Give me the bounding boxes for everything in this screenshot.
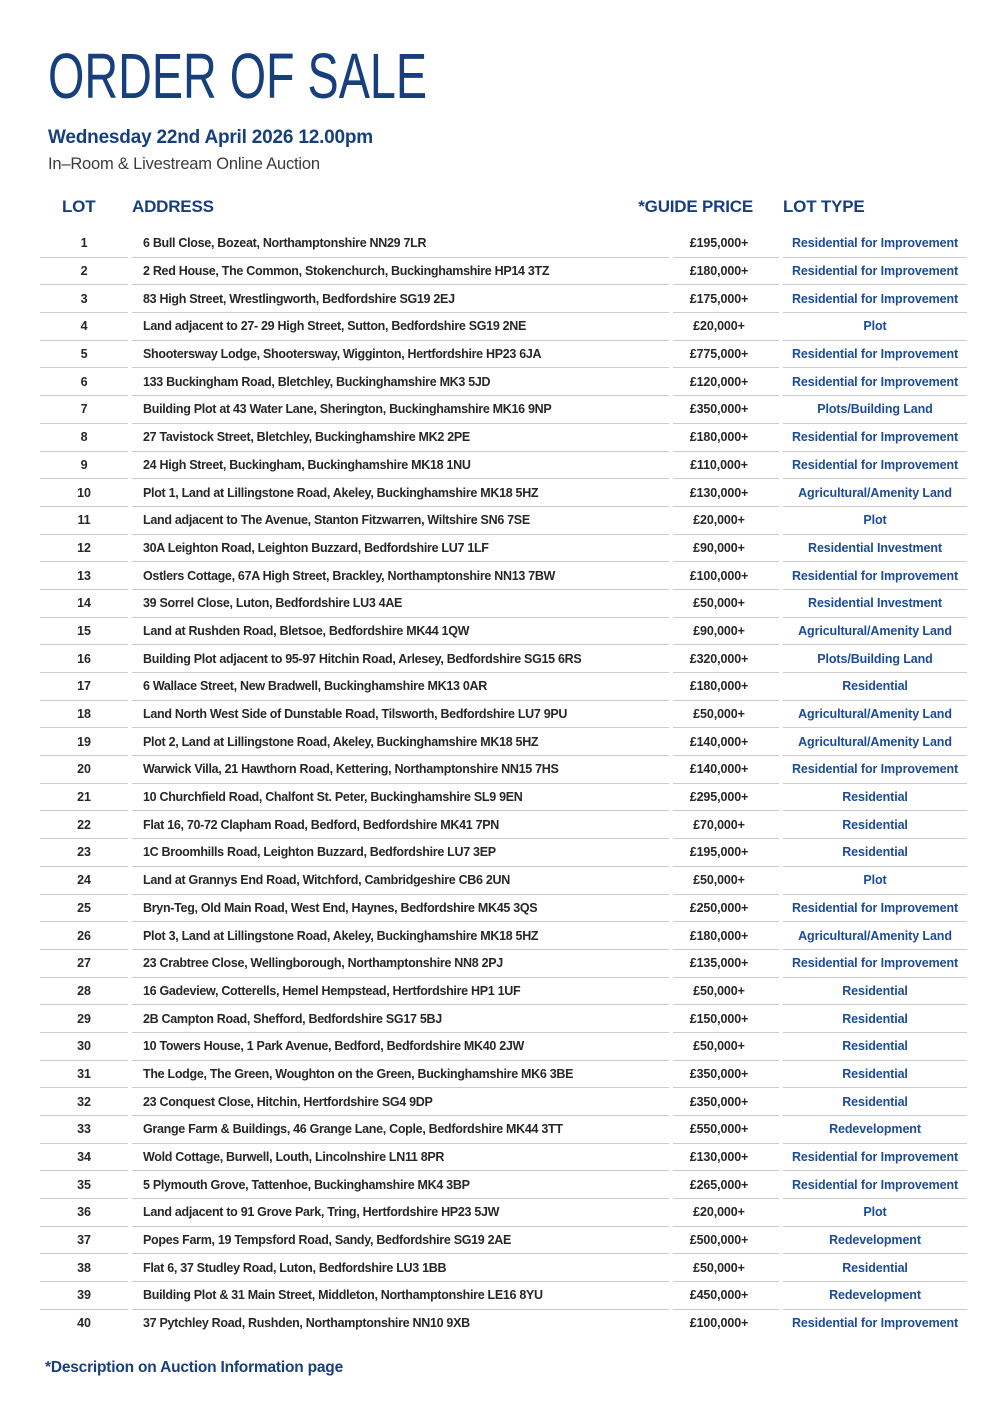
table-row: [40, 1226, 967, 1254]
guide-price: £180,000+: [673, 921, 779, 949]
table-row: [40, 229, 967, 257]
lot-address: Land at Grannys End Road, Witchford, Cambridgeshire CB6 2UN: [132, 866, 669, 894]
guide-price: £20,000+: [673, 1198, 779, 1226]
guide-price: £350,000+: [673, 395, 779, 423]
lot-address: Land North West Side of Dunstable Road, Tilsworth, Bedfordshire LU7 9PU: [132, 700, 669, 728]
table-row: [40, 534, 967, 562]
table-row: [40, 838, 967, 866]
table-row: [40, 312, 967, 340]
lot-type: Agricultural/Amenity Land: [783, 727, 967, 755]
lot-address: Grange Farm & Buildings, 46 Grange Lane, Cople, Bedfordshire MK44 3TT: [132, 1115, 669, 1143]
table-row: [40, 284, 967, 312]
lot-address: 39 Sorrel Close, Luton, Bedfordshire LU3 4AE: [132, 589, 669, 617]
lot-number: 32: [40, 1087, 128, 1115]
lot-type: Residential: [783, 977, 967, 1005]
lot-address: 2 Red House, The Common, Stokenchurch, Buckinghamshire HP14 3TZ: [132, 257, 669, 285]
lot-address: Shootersway Lodge, Shootersway, Wigginton, Hertfordshire HP23 6JA: [132, 340, 669, 368]
lot-number: 29: [40, 1004, 128, 1032]
lot-number: 19: [40, 727, 128, 755]
table-row: [40, 921, 967, 949]
lot-number: 12: [40, 534, 128, 562]
lot-address: 10 Towers House, 1 Park Avenue, Bedford, Bedfordshire MK40 2JW: [132, 1032, 669, 1060]
lot-type: Plot: [783, 312, 967, 340]
lot-type: Plot: [783, 866, 967, 894]
lot-type: Plot: [783, 506, 967, 534]
table-row: [40, 1143, 967, 1171]
guide-price: £265,000+: [673, 1170, 779, 1198]
table-row: [40, 1198, 967, 1226]
lot-number: 10: [40, 478, 128, 506]
auction-format: In–Room & Livestream Online Auction: [48, 155, 320, 173]
lot-type: Residential for Improvement: [783, 894, 967, 922]
lot-number: 34: [40, 1143, 128, 1171]
guide-price: £140,000+: [673, 755, 779, 783]
lot-type: Residential: [783, 810, 967, 838]
guide-price: £50,000+: [673, 1032, 779, 1060]
table-row: [40, 700, 967, 728]
table-row: [40, 1281, 967, 1309]
lot-address: Flat 16, 70-72 Clapham Road, Bedford, Bedfordshire MK41 7PN: [132, 810, 669, 838]
table-header-row: [40, 197, 967, 217]
guide-price: £250,000+: [673, 894, 779, 922]
lot-type: Residential: [783, 1087, 967, 1115]
table-row: [40, 1004, 967, 1032]
guide-price: £110,000+: [673, 451, 779, 479]
lot-number: 7: [40, 395, 128, 423]
lot-number: 18: [40, 700, 128, 728]
lot-type: Residential: [783, 838, 967, 866]
table-row: [40, 423, 967, 451]
lot-number: 22: [40, 810, 128, 838]
guide-price: £350,000+: [673, 1087, 779, 1115]
lot-type: Redevelopment: [783, 1281, 967, 1309]
lot-address: 5 Plymouth Grove, Tattenhoe, Buckinghamshire MK4 3BP: [132, 1170, 669, 1198]
lot-address: Land adjacent to 91 Grove Park, Tring, Hertfordshire HP23 5JW: [132, 1198, 669, 1226]
table-row: [40, 340, 967, 368]
lot-number: 26: [40, 921, 128, 949]
lot-type: Residential for Improvement: [783, 423, 967, 451]
lot-type: Residential: [783, 672, 967, 700]
lot-address: Ostlers Cottage, 67A High Street, Brackley, Northamptonshire NN13 7BW: [132, 561, 669, 589]
lot-number: 5: [40, 340, 128, 368]
guide-price: £90,000+: [673, 534, 779, 562]
lot-number: 15: [40, 617, 128, 645]
lot-type: Residential: [783, 1253, 967, 1281]
guide-price: £120,000+: [673, 367, 779, 395]
column-header-guide-price: *GUIDE PRICE: [638, 197, 753, 216]
lot-type: Plots/Building Land: [783, 644, 967, 672]
guide-price: £350,000+: [673, 1060, 779, 1088]
lot-type: Agricultural/Amenity Land: [783, 921, 967, 949]
lot-address: Warwick Villa, 21 Hawthorn Road, Kettering, Northamptonshire NN15 7HS: [132, 755, 669, 783]
table-row: [40, 451, 967, 479]
lot-number: 9: [40, 451, 128, 479]
lot-number: 16: [40, 644, 128, 672]
column-header-lot-type: LOT TYPE: [783, 197, 865, 216]
lot-address: Wold Cottage, Burwell, Louth, Lincolnshire LN11 8PR: [132, 1143, 669, 1171]
lot-type: Residential for Improvement: [783, 1143, 967, 1171]
lot-number: 25: [40, 894, 128, 922]
guide-price: £500,000+: [673, 1226, 779, 1254]
lot-address: Land adjacent to The Avenue, Stanton Fitzwarren, Wiltshire SN6 7SE: [132, 506, 669, 534]
lot-type: Residential for Improvement: [783, 755, 967, 783]
lot-number: 33: [40, 1115, 128, 1143]
table-row: [40, 866, 967, 894]
lot-number: 20: [40, 755, 128, 783]
table-rows: [40, 229, 967, 1337]
lot-type: Residential for Improvement: [783, 284, 967, 312]
guide-price: £140,000+: [673, 727, 779, 755]
lot-number: 11: [40, 506, 128, 534]
table-row: [40, 1060, 967, 1088]
guide-price: £175,000+: [673, 284, 779, 312]
lot-number: 23: [40, 838, 128, 866]
lot-address: 83 High Street, Wrestlingworth, Bedfordshire SG19 2EJ: [132, 284, 669, 312]
table-row: [40, 395, 967, 423]
lot-address: 30A Leighton Road, Leighton Buzzard, Bedfordshire LU7 1LF: [132, 534, 669, 562]
lot-number: 39: [40, 1281, 128, 1309]
lot-type: Residential for Improvement: [783, 451, 967, 479]
lot-address: 24 High Street, Buckingham, Buckinghamshire MK18 1NU: [132, 451, 669, 479]
lot-type: Residential for Improvement: [783, 257, 967, 285]
guide-price: £195,000+: [673, 838, 779, 866]
column-header-lot: LOT: [62, 197, 96, 216]
guide-price: £320,000+: [673, 644, 779, 672]
table-row: [40, 506, 967, 534]
guide-price: £50,000+: [673, 977, 779, 1005]
lot-number: 40: [40, 1309, 128, 1337]
lot-address: The Lodge, The Green, Woughton on the Green, Buckinghamshire MK6 3BE: [132, 1060, 669, 1088]
lot-number: 35: [40, 1170, 128, 1198]
footnote: *Description on Auction Information page: [45, 1358, 343, 1376]
lot-address: 16 Gadeview, Cotterells, Hemel Hempstead, Hertfordshire HP1 1UF: [132, 977, 669, 1005]
table-row: [40, 810, 967, 838]
lot-address: 23 Crabtree Close, Wellingborough, Northamptonshire NN8 2PJ: [132, 949, 669, 977]
lot-address: 10 Churchfield Road, Chalfont St. Peter, Buckinghamshire SL9 9EN: [132, 783, 669, 811]
guide-price: £50,000+: [673, 589, 779, 617]
guide-price: £180,000+: [673, 257, 779, 285]
guide-price: £50,000+: [673, 700, 779, 728]
table-row: [40, 1032, 967, 1060]
lot-number: 37: [40, 1226, 128, 1254]
lot-type: Residential Investment: [783, 589, 967, 617]
table-row: [40, 644, 967, 672]
lot-type: Plots/Building Land: [783, 395, 967, 423]
lot-type: Redevelopment: [783, 1115, 967, 1143]
lot-number: 14: [40, 589, 128, 617]
lot-number: 27: [40, 949, 128, 977]
lot-number: 3: [40, 284, 128, 312]
lot-type: Agricultural/Amenity Land: [783, 700, 967, 728]
guide-price: £180,000+: [673, 423, 779, 451]
lot-address: 23 Conquest Close, Hitchin, Hertfordshire SG4 9DP: [132, 1087, 669, 1115]
table-row: [40, 672, 967, 700]
lot-address: Building Plot adjacent to 95-97 Hitchin Road, Arlesey, Bedfordshire SG15 6RS: [132, 644, 669, 672]
lot-number: 36: [40, 1198, 128, 1226]
lot-address: Building Plot & 31 Main Street, Middleton, Northamptonshire LE16 8YU: [132, 1281, 669, 1309]
guide-price: £180,000+: [673, 672, 779, 700]
table-row: [40, 617, 967, 645]
guide-price: £295,000+: [673, 783, 779, 811]
guide-price: £195,000+: [689, 235, 749, 250]
guide-price: £20,000+: [673, 312, 779, 340]
lot-address: 2B Campton Road, Shefford, Bedfordshire SG17 5BJ: [132, 1004, 669, 1032]
lot-type: Agricultural/Amenity Land: [783, 617, 967, 645]
lot-number: 31: [40, 1060, 128, 1088]
guide-price: £550,000+: [673, 1115, 779, 1143]
guide-price: £130,000+: [673, 1143, 779, 1171]
lot-type: Residential for Improvement: [783, 1309, 967, 1337]
table-row: [40, 589, 967, 617]
lot-address: 37 Pytchley Road, Rushden, Northamptonshire NN10 9XB: [132, 1309, 669, 1337]
guide-price: £450,000+: [673, 1281, 779, 1309]
table-row: [40, 367, 967, 395]
lot-type: Residential: [783, 783, 967, 811]
auction-date: Wednesday 22nd April 2026 12.00pm: [48, 127, 373, 148]
table-row: [40, 478, 967, 506]
lot-number: 4: [40, 312, 128, 340]
lot-type: Residential for Improvement: [791, 235, 959, 250]
lot-address: Building Plot at 43 Water Lane, Sherington, Buckinghamshire MK16 9NP: [132, 395, 669, 423]
guide-price: £100,000+: [673, 1309, 779, 1337]
table-row: [40, 949, 967, 977]
lot-type: Residential for Improvement: [783, 561, 967, 589]
lot-type: Residential for Improvement: [783, 367, 967, 395]
lot-address: Plot 2, Land at Lillingstone Road, Akeley, Buckinghamshire MK18 5HZ: [132, 727, 669, 755]
table-row: [40, 894, 967, 922]
lot-number: 30: [40, 1032, 128, 1060]
lot-number: 6: [40, 367, 128, 395]
guide-price: £50,000+: [673, 866, 779, 894]
table-row: [40, 257, 967, 285]
lot-address: Plot 3, Land at Lillingstone Road, Akeley, Buckinghamshire MK18 5HZ: [132, 921, 669, 949]
lot-number: 2: [40, 257, 128, 285]
page-title: ORDER OF SALE: [48, 40, 428, 112]
guide-price: £130,000+: [673, 478, 779, 506]
lot-number: 28: [40, 977, 128, 1005]
guide-price: £775,000+: [673, 340, 779, 368]
guide-price: £90,000+: [673, 617, 779, 645]
lot-number: 17: [40, 672, 128, 700]
guide-price: £135,000+: [673, 949, 779, 977]
guide-price: £70,000+: [673, 810, 779, 838]
lot-number: 1: [80, 235, 88, 250]
table-row: [40, 1115, 967, 1143]
lot-address: Flat 6, 37 Studley Road, Luton, Bedfordshire LU3 1BB: [132, 1253, 669, 1281]
table-row: [40, 1309, 967, 1337]
table-row: [40, 783, 967, 811]
lot-number: 24: [40, 866, 128, 894]
table-row: [40, 1170, 967, 1198]
lot-address: 6 Wallace Street, New Bradwell, Buckinghamshire MK13 0AR: [132, 672, 669, 700]
lot-address: Popes Farm, 19 Tempsford Road, Sandy, Bedfordshire SG19 2AE: [132, 1226, 669, 1254]
lot-type: Plot: [783, 1198, 967, 1226]
lot-address: Bryn-Teg, Old Main Road, West End, Haynes, Bedfordshire MK45 3QS: [132, 894, 669, 922]
lot-number: 13: [40, 561, 128, 589]
lot-type: Residential: [783, 1004, 967, 1032]
table-row: [40, 1253, 967, 1281]
lot-address: 133 Buckingham Road, Bletchley, Buckinghamshire MK3 5JD: [132, 367, 669, 395]
lot-address: Plot 1, Land at Lillingstone Road, Akeley, Buckinghamshire MK18 5HZ: [132, 478, 669, 506]
guide-price: £50,000+: [673, 1253, 779, 1281]
lot-type: Residential for Improvement: [783, 340, 967, 368]
lot-type: Residential for Improvement: [783, 949, 967, 977]
table-row: [40, 977, 967, 1005]
guide-price: £150,000+: [673, 1004, 779, 1032]
lot-type: Residential: [783, 1060, 967, 1088]
column-header-address: ADDRESS: [132, 197, 214, 216]
table-row: [40, 561, 967, 589]
lot-number: 38: [40, 1253, 128, 1281]
table-row: [40, 727, 967, 755]
lot-number: 8: [40, 423, 128, 451]
guide-price: £100,000+: [673, 561, 779, 589]
guide-price: £20,000+: [673, 506, 779, 534]
lot-address: 1C Broomhills Road, Leighton Buzzard, Bedfordshire LU7 3EP: [132, 838, 669, 866]
lot-type: Residential Investment: [783, 534, 967, 562]
table-row: [40, 1087, 967, 1115]
lot-type: Residential: [783, 1032, 967, 1060]
lot-type: Residential for Improvement: [783, 1170, 967, 1198]
lot-type: Redevelopment: [783, 1226, 967, 1254]
lot-address: Land at Rushden Road, Bletsoe, Bedfordshire MK44 1QW: [132, 617, 669, 645]
lot-address: Land adjacent to 27- 29 High Street, Sutton, Bedfordshire SG19 2NE: [132, 312, 669, 340]
table-row: [40, 755, 967, 783]
lot-type: Agricultural/Amenity Land: [783, 478, 967, 506]
lot-address: 27 Tavistock Street, Bletchley, Buckinghamshire MK2 2PE: [132, 423, 669, 451]
lot-address: 6 Bull Close, Bozeat, Northamptonshire NN29 7LR: [143, 235, 427, 250]
lot-number: 21: [40, 783, 128, 811]
